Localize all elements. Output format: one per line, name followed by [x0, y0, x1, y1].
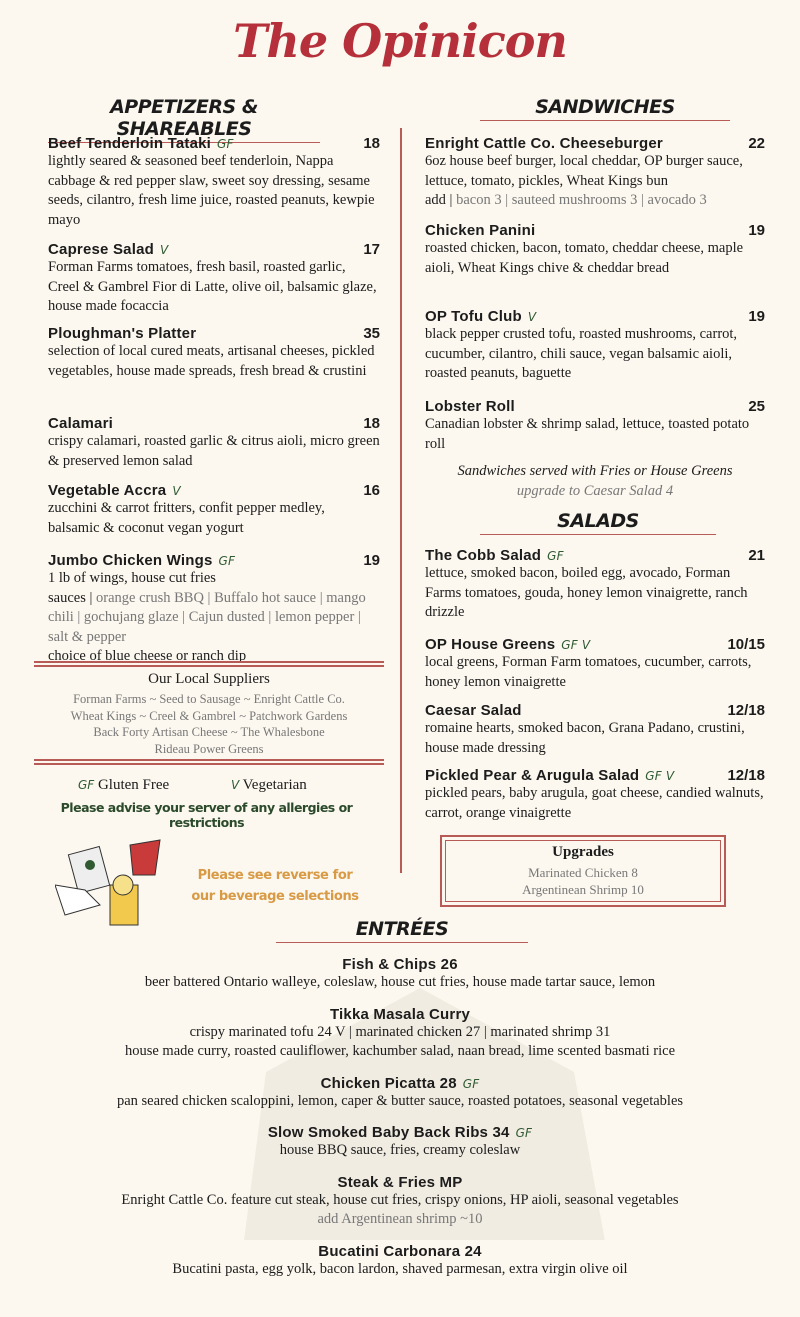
item-price: 17: [363, 241, 380, 258]
item-description: pickled pears, baby arugula, goat cheese, candied walnuts, carrot, orange vinaigrette: [425, 785, 764, 821]
dietary-tag-icon: GF: [217, 137, 234, 151]
menu-item: [425, 702, 765, 758]
supplier-line: Forman Farms ~ Seed to Sausage ~ Enright Cattle Co.: [73, 692, 345, 706]
dietary-tag-icon: GF: [218, 554, 236, 568]
item-description: Forman Farms tomatoes, fresh basil, roasted garlic, Creel & Gambrel Fior di Latte, olive oil, balsamic glaze, house made focaccia: [48, 259, 377, 314]
menu-item: [48, 415, 380, 471]
item-price: 19: [748, 308, 765, 325]
entree-item: [0, 1174, 800, 1230]
menu-item: [48, 135, 380, 230]
add-ons: bacon 3 | sauteed mushrooms 3 | avocado 3: [456, 192, 707, 208]
menu-item: [48, 241, 380, 317]
menu-item: [425, 547, 765, 623]
item-description: beer battered Ontario walleye, coleslaw, house cut fries, house made tartar sauce, lemon: [144, 974, 656, 990]
item-description: local greens, Forman Farm tomatoes, cucumber, carrots, honey lemon vinaigrette: [425, 654, 752, 690]
sauce-options: orange crush BBQ | Buffalo hot sauce | mango chili | gochujang glaze | Cajun dusted | lemon pepper | salt & pepper: [48, 589, 366, 645]
dietary-legend: [78, 777, 307, 794]
item-name: Chicken Picatta 28: [320, 1074, 457, 1092]
supplier-line: Wheat Kings ~ Creel & Gambrel ~ Patchwork Gardens: [70, 708, 348, 723]
upgrades-box: [440, 835, 726, 907]
item-description: pan seared chicken scaloppini, lemon, caper & butter sauce, roasted potatoes, seasonal vegetables: [116, 1092, 684, 1109]
item-name: Chicken Panini: [425, 222, 536, 239]
beverage-note: Please see reverse for our beverage selections: [191, 868, 359, 904]
item-price: 18: [363, 415, 380, 432]
item-price: 12/18: [727, 767, 765, 784]
item-name: Vegetable Accra: [48, 482, 167, 499]
menu-item: [425, 135, 765, 211]
add-label: add |: [425, 192, 453, 208]
allergy-notice: Please advise your server of any allergies or restrictions: [60, 800, 353, 830]
menu-item: [425, 767, 765, 823]
item-price: 16: [363, 482, 380, 499]
dietary-tag-icon: GF V: [561, 638, 591, 652]
item-description: crispy marinated tofu 24 V | marinated chicken 27 | marinated shrimp 31: [189, 1023, 611, 1040]
dietary-tag-icon: GF: [515, 1126, 533, 1140]
menu-item: [425, 222, 765, 278]
item-name: Calamari: [48, 415, 113, 432]
menu-item: [425, 636, 765, 692]
drinks-illustration-icon: [55, 830, 185, 935]
item-description: zucchini & carrot fritters, confit pepper medley, balsamic & coconut vegan yogurt: [48, 500, 325, 536]
upgrade-item: Marinated Chicken 8: [528, 865, 638, 880]
section-heading-entrees: ENTRÉES: [276, 918, 528, 943]
sandwich-note-line: Sandwiches served with Fries or House Greens: [457, 463, 733, 479]
sandwich-note: [420, 462, 770, 501]
item-description: romaine hearts, smoked bacon, Grana Padano, crustini, house made dressing: [425, 720, 745, 756]
item-description: Bucatini pasta, egg yolk, bacon lardon, shaved parmesan, extra virgin olive oil: [172, 1260, 628, 1277]
item-price: 19: [363, 552, 380, 569]
item-description: house BBQ sauce, fries, creamy coleslaw: [279, 1142, 521, 1158]
upgrades-title: Upgrades: [552, 844, 614, 860]
item-name: Steak & Fries MP: [337, 1173, 463, 1191]
dietary-tag-icon: V: [160, 243, 169, 257]
item-name: Caesar Salad: [425, 702, 522, 719]
sauces-label: sauces |: [48, 589, 93, 606]
item-name: The Cobb Salad: [425, 547, 542, 564]
item-description: lettuce, smoked bacon, boiled egg, avocado, Forman Farms tomatoes, gouda, honey lemon vinaigrette, ranch drizzle: [425, 565, 748, 620]
sandwich-upgrade-note: upgrade to Caesar Salad 4: [516, 482, 674, 499]
local-suppliers: [34, 671, 384, 757]
item-description: house made curry, roasted cauliflower, kachumber salad, naan bread, lime scented basmati rice: [124, 1043, 676, 1059]
section-heading-appetizers: APPETIZERS & SHAREABLES: [48, 96, 320, 143]
divider: [34, 759, 384, 765]
item-name: Tikka Masala Curry: [329, 1005, 471, 1023]
item-description: black pepper crusted tofu, roasted mushrooms, carrot, cucumber, cilantro, chili sauce, vegan balsamic aioli, roasted peanuts, baguette: [425, 326, 738, 381]
entree-item: [0, 1075, 800, 1112]
item-name: Pickled Pear & Arugula Salad: [425, 767, 640, 784]
divider: [34, 661, 384, 667]
item-price: 21: [748, 547, 765, 564]
dietary-tag-icon: V: [172, 484, 181, 498]
item-price: 22: [748, 135, 765, 152]
item-name: Caprese Salad: [48, 241, 154, 258]
dietary-tag-icon: GF V: [645, 769, 675, 783]
item-description: roasted chicken, bacon, tomato, cheddar cheese, maple aioli, Wheat Kings chive & cheddar bread: [425, 240, 744, 276]
menu-item: [48, 325, 380, 381]
item-price: 12/18: [727, 702, 765, 719]
dietary-tag-icon: V: [527, 310, 537, 324]
v-icon: V: [230, 778, 240, 792]
item-name: Fish & Chips 26: [342, 956, 458, 973]
entree-item: [0, 1124, 800, 1161]
gf-icon: GF: [78, 778, 95, 792]
column-divider: [400, 128, 402, 873]
item-name: Slow Smoked Baby Back Ribs 34: [267, 1124, 510, 1141]
item-name: OP House Greens: [425, 636, 556, 653]
dietary-tag-icon: GF: [547, 549, 564, 563]
supplier-line: Back Forty Artisan Cheese ~ The Whalesbone: [93, 725, 325, 739]
gf-label: Gluten Free: [97, 777, 170, 793]
item-price: 10/15: [727, 636, 765, 653]
item-description: 6oz house beef burger, local cheddar, OP burger sauce, lettuce, tomato, pickles, Wheat Kings bun: [425, 153, 743, 189]
item-price: 25: [748, 398, 765, 415]
item-price: 35: [363, 325, 380, 342]
item-name: Jumbo Chicken Wings: [48, 552, 213, 569]
menu-item: [425, 308, 765, 384]
item-description: Enright Cattle Co. feature cut steak, house cut fries, crispy onions, HP aioli, seasonal vegetables: [121, 1191, 679, 1208]
menu-item: [425, 398, 765, 454]
upgrade-item: Argentinean Shrimp 10: [522, 882, 644, 897]
item-description-extra: choice of blue cheese or ranch dip: [48, 648, 247, 664]
menu-item: [48, 552, 380, 667]
item-name: Beef Tenderloin Tataki: [48, 135, 212, 152]
item-description: 1 lb of wings, house cut fries: [48, 570, 216, 586]
item-name: Bucatini Carbonara 24: [318, 1242, 482, 1260]
entree-item: [0, 1006, 800, 1062]
item-name: Ploughman's Platter: [48, 325, 197, 342]
item-price: 19: [748, 222, 765, 239]
item-description: lightly seared & seasoned beef tenderloin, Nappa cabbage & red pepper slaw, sweet soy dressing, sesame seeds, cilantro, fresh lime juice, roasted peanuts, kewpie mayo: [48, 153, 375, 228]
item-add-on: add Argentinean shrimp ~10: [317, 1211, 483, 1227]
v-label: Vegetarian: [242, 777, 307, 793]
supplier-line: Rideau Power Greens: [154, 741, 264, 756]
suppliers-title: Our Local Suppliers: [148, 671, 270, 687]
menu-item: [48, 482, 380, 538]
section-heading-sandwiches: SANDWICHES: [480, 96, 730, 121]
item-name: Enright Cattle Co. Cheeseburger: [425, 135, 663, 152]
section-heading-salads: SALADS: [480, 510, 716, 535]
item-description: Canadian lobster & shrimp salad, lettuce, toasted potato roll: [425, 416, 750, 452]
restaurant-logo: The Opinicon: [233, 14, 567, 68]
item-name: OP Tofu Club: [425, 308, 522, 325]
dietary-tag-icon: GF: [462, 1076, 480, 1091]
entree-item: [0, 1243, 800, 1280]
entree-item: [0, 956, 800, 993]
item-description: crispy calamari, roasted garlic & citrus aioli, micro green & preserved lemon salad: [48, 433, 380, 469]
item-description: selection of local cured meats, artisanal cheeses, pickled vegetables, house made spreads, fresh bread & crustini: [48, 343, 375, 379]
item-price: 18: [363, 135, 380, 152]
item-name: Lobster Roll: [425, 398, 515, 415]
